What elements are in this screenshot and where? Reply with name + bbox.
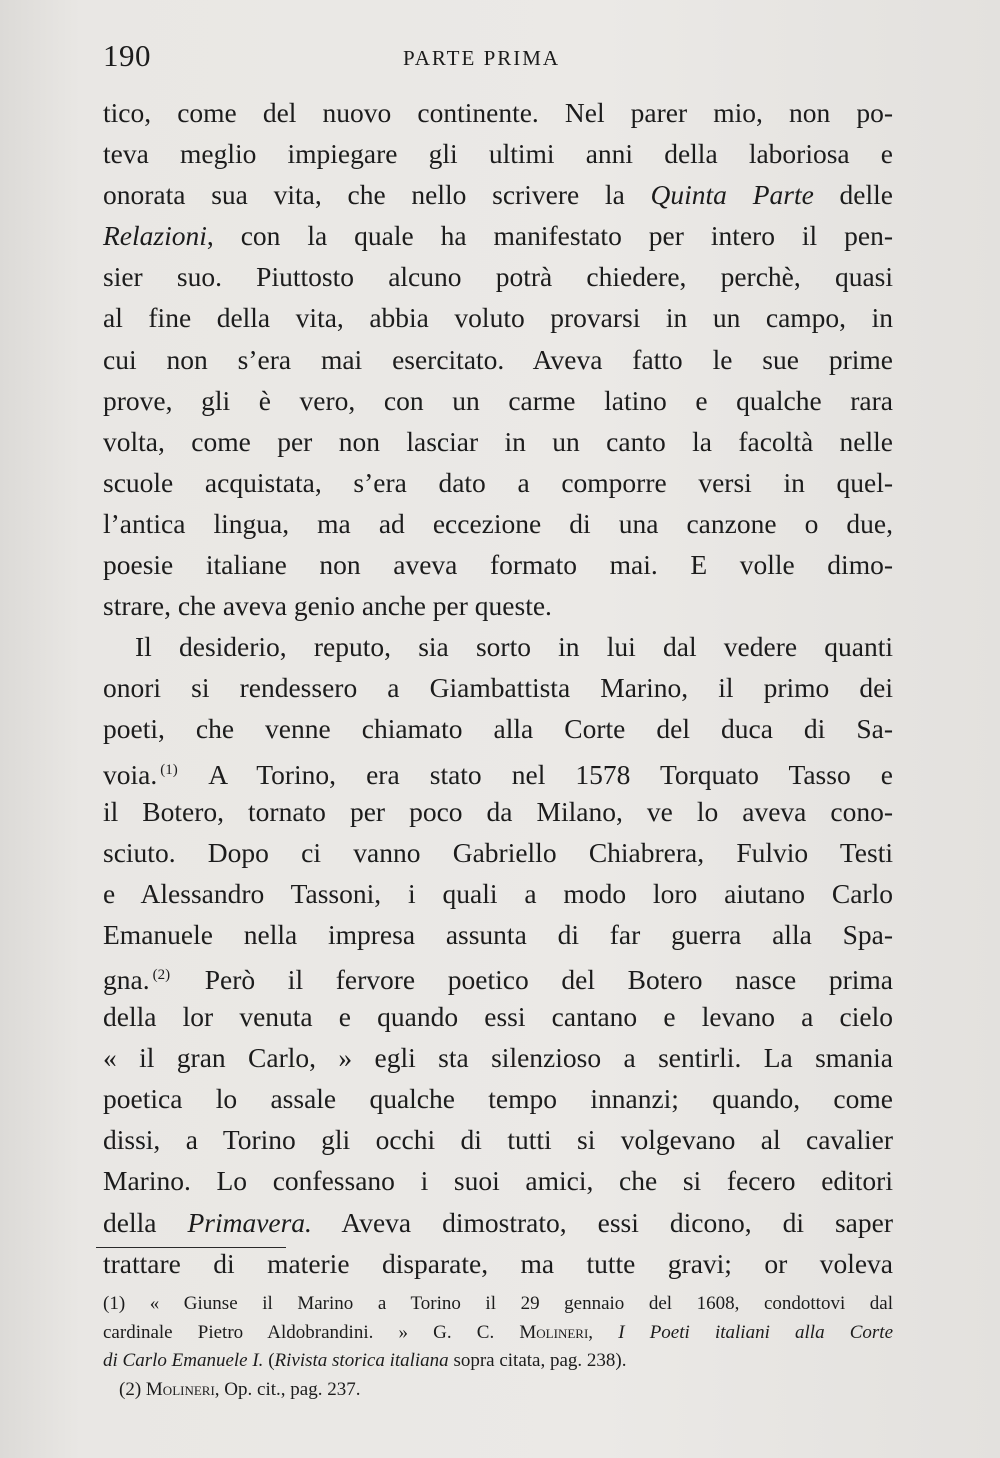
body-text: [103, 92, 893, 1284]
text-segment: della: [103, 1206, 188, 1238]
text-line: sciuto. Dopo ci vanno Gabriello Chiabrera, Fulvio Testi: [103, 836, 893, 868]
text-line: tico, come del nuovo continente. Nel parer mio, non po-: [103, 97, 893, 128]
text-line: il Botero, tornato per poco da Milano, ve lo aveva cono-: [103, 795, 893, 827]
text-segment: A Torino, era stato nel 1578 Torquato Tasso e: [179, 758, 893, 790]
text-line: sier suo. Piuttosto alcuno potrà chiedere, perchè, quasi: [103, 261, 893, 293]
footnotes: [103, 1290, 893, 1404]
text-line: Il desiderio, reputo, sia sorto in lui dal vedere quanti: [135, 631, 893, 663]
text-line: scuole acquistata, s’era dato a comporre versi in quel-: [103, 466, 893, 498]
page-number: 190: [103, 38, 151, 73]
footnote-reference: (2): [152, 966, 171, 983]
text-line: e Alessandro Tassoni, i quali a modo loro aiutano Carlo: [103, 877, 893, 909]
text-segment: Però il fervore poetico del Botero nasce prima: [172, 963, 893, 995]
text-line: Marino. Lo confessano i suoi amici, che si fecero editori: [103, 1165, 893, 1197]
text-line: Emanuele nella impresa assunta di far guerra alla Spa-: [103, 918, 893, 950]
text-line: [103, 955, 893, 996]
text-line: strare, che aveva genio anche per queste.: [103, 590, 552, 622]
text-segment: Aveva dimostrato, essi dicono, di saper: [311, 1206, 893, 1238]
text-segment: voia.: [103, 758, 158, 790]
text-line: della lor venuta e quando essi cantano e levano a cielo: [103, 1001, 893, 1033]
page-header: [103, 38, 893, 78]
text-line: dissi, a Torino gli occhi di tutti si volgevano al cavalier: [103, 1124, 893, 1156]
text-line: al fine della vita, abbia voluto provarsi in un campo, in: [103, 302, 893, 334]
paragraph-2: [103, 626, 893, 1284]
text-line: [103, 174, 893, 215]
text-segment: , con la quale ha manifestato per intero il pen-: [206, 220, 893, 252]
text-line: cui non s’era mai esercitato. Aveva fatto le sue prime: [103, 343, 893, 375]
text-line: « il gran Carlo, » egli sta silenzioso a sentirli. La smania: [103, 1042, 893, 1074]
text-line: poesie italiane non aveva formato mai. E volle dimo-: [103, 549, 893, 581]
text-line: prove, gli è vero, con un carme latino e qualche rara: [103, 384, 893, 416]
footnote-reference: (1): [160, 761, 178, 778]
text-line: [103, 215, 893, 256]
footnote-1-line-1: (1) « Giunse il Marino a Torino il 29 gennaio del 1608, condottovi dal: [103, 1293, 893, 1314]
italic-title: Quinta Parte: [650, 179, 814, 211]
footnote-rule: [96, 1247, 286, 1248]
text-segment: delle: [813, 179, 893, 211]
footnote-1-line-3: di Carlo Emanuele I. (Rivista storica italiana sopra citata, pag. 238).: [103, 1350, 627, 1371]
text-line: trattare di materie disparate, ma tutte gravi; or voleva: [103, 1247, 893, 1279]
text-line: l’antica lingua, ma ad eccezione di una canzone o due,: [103, 507, 893, 539]
text-line: [103, 1202, 893, 1243]
text-line: teva meglio impiegare gli ultimi anni della laboriosa e: [103, 138, 893, 170]
footnote-1-line-2: cardinale Pietro Aldobrandini. » G. C. Molineri, I Poeti italiani alla Corte: [103, 1321, 894, 1343]
italic-title: Primavera.: [187, 1206, 312, 1238]
text-line: volta, come per non lasciar in un canto la facoltà nelle: [103, 425, 893, 457]
italic-title: Relazioni: [103, 220, 207, 252]
text-line: poeti, che venne chiamato alla Corte del duca di Sa-: [103, 713, 893, 745]
running-title: PARTE PRIMA: [403, 46, 561, 70]
text-line: poetica lo assale qualche tempo innanzi; quando, come: [103, 1083, 893, 1115]
text-line: onori si rendessero a Giambattista Marino, il primo dei: [103, 672, 893, 704]
text-segment: onorata sua vita, che nello scrivere la: [103, 179, 651, 211]
text-segment: gna.: [103, 963, 150, 995]
paragraph-1: [103, 92, 893, 626]
footnote-2: (2) Molineri, Op. cit., pag. 237.: [119, 1378, 361, 1400]
text-line: [103, 750, 893, 791]
